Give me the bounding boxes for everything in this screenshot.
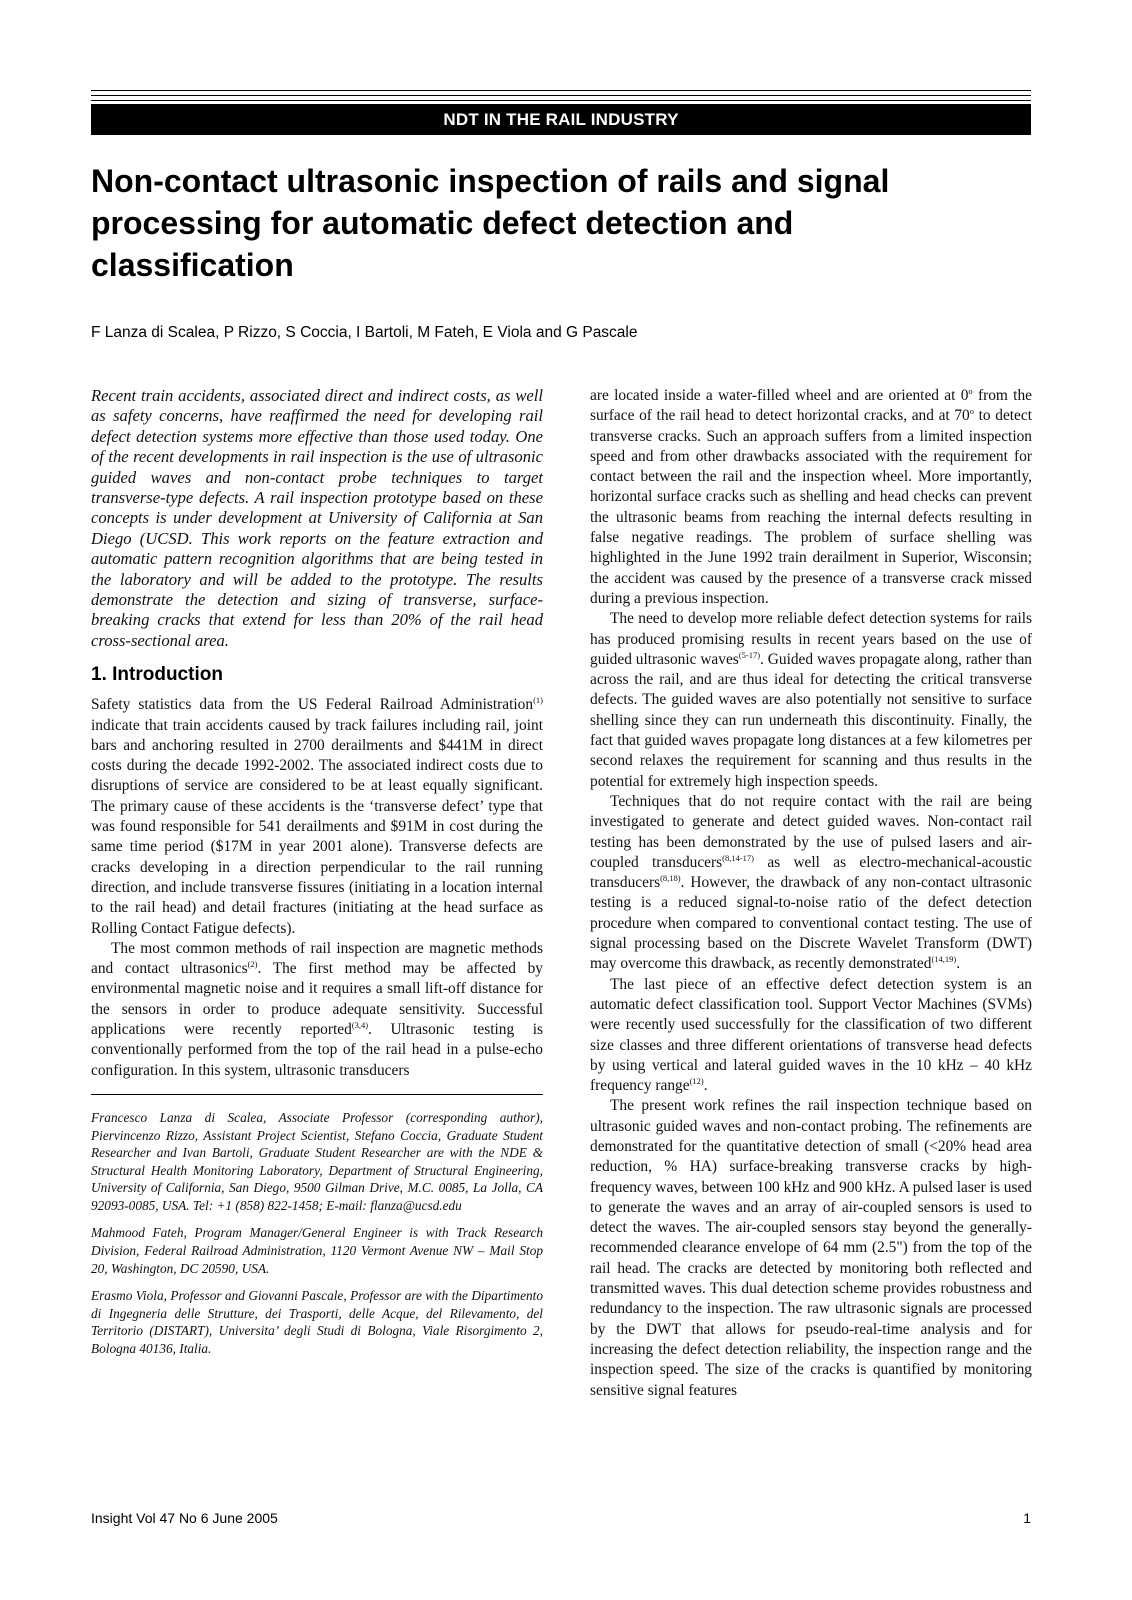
author-affiliation-footnote: Mahmood Fateh, Program Manager/General Engineer is with Track Research Division, Federal Railroad Administration, 1120 Vermont Avenue NW – Mail Stop 20, Washington, DC 20590, USA. (91, 1225, 543, 1276)
degree-mark: o (969, 406, 974, 417)
citation-ref: (8,14-17) (722, 852, 754, 863)
body-paragraph (590, 975, 1032, 1097)
text-run: . However, the drawback of any non-contact ultrasonic testing is a reduced signal-to-noise ratio of the defect detection procedure when compared to conventional contact testing. The use of signal processing based on the Discrete Wavelet Transform (DWT) may overcome this drawback, as recently demonstrated (590, 874, 1032, 973)
author-list: F Lanza di Scalea, P Rizzo, S Coccia, I Bartoli, M Fateh, E Viola and G Pascale (91, 324, 638, 341)
text-run: as well as electro-mechanical-acoustic transducers (590, 853, 1033, 892)
text-run: The need to develop more reliable defect detection systems for rails has produced promising results in recent years based on the use of guided ultrasonic waves (590, 610, 1032, 668)
author-affiliation-footnote: Erasmo Viola, Professor and Giovanni Pascale, Professor are with the Dipartimento di Ingegneria delle Strutture, dei Trasporti, delle Acque, del Rilevamento, del Territorio (DISTART), Universita’ degli Studi di Bologna, Viale Risorgimento 2, Bologna 40136, Italia. (91, 1288, 543, 1357)
citation-ref: (5-17) (738, 649, 761, 660)
page-number: 1 (1023, 1510, 1031, 1526)
citation-ref: (14,19) (931, 954, 957, 965)
text-run: indicate that train accidents caused by track failures including rail, joint bars and anchoring resulted in 2700 derailments and $441M in direct costs during the decade 1992-2002. The associated indirect costs due to disruptions of service are considered to be at least equally significant. The primary cause of these accidents is the ‘transverse defect’ type that was found responsible for 541 derailments and $91M in cost during the same time period ($17M in year 2001 alone). Transverse defects are cracks developing in a direction perpendicular to the rail running direction, and include transverse fissures (initiating in a location internal to the rail head) and detail fractures (initiating at the head surface as Rolling Contact Fatigue defects). (91, 716, 543, 937)
citation-ref: (1) (533, 695, 543, 706)
degree-mark: o (968, 386, 973, 396)
body-paragraph: The present work refines the rail inspection technique based on ultrasonic guided waves and non-contact probing. The refinements are demonstrated for the quantitative detection of small (<20% head area reduction, % HA) surface-breaking transverse cracks by high-frequency waves, between 100 kHz and 900 kHz. A pulsed laser is used to generate the waves and an array of air-coupled sensors is used to detect the waves. The air-coupled sensors stay beyond the generally-recommended clearance envelope of 64 mm (2.5") from the top of the rail head. The cracks are detected by monitoring both reflected and transmitted waves. This dual detection scheme provides robustness and redundancy to the inspection. The raw ultrasonic signals are processed by the DWT that allows for pseudo-real-time analysis and for increasing the defect detection reliability, the inspection range and the inspection speed. The size of the cracks is quantified by monitoring sensitive signal features (590, 1097, 1032, 1399)
citation-ref: (3,4) (351, 1020, 369, 1031)
header-rule-top (91, 90, 1031, 91)
text-run: . Ultrasonic testing is conventionally performed from the top of the rail head in a pulse-echo configuration. In this system, ultrasonic transducers (91, 1021, 544, 1079)
journal-citation: Insight Vol 47 No 6 June 2005 (91, 1510, 278, 1526)
text-run: Techniques that do not require contact with the rail are being investigated to generate and detect guided waves. Non-contact rail testing has been demonstrated by the use of pulsed lasers and air-coupled transducers (590, 792, 1032, 871)
text-run: are located inside a water-filled wheel and are oriented at 0 (590, 387, 969, 404)
text-run: The most common methods of rail inspection are magnetic methods and contact ultrasonics (91, 939, 543, 978)
citation-ref: (8,18) (660, 873, 681, 884)
header-rule-bottom (91, 100, 1031, 101)
body-paragraph (590, 609, 1032, 792)
citation-ref: (12) (689, 1076, 704, 1087)
abstract: Recent train accidents, associated direct and indirect costs, as well as safety concerns, have reaffirmed the need for developing rail defect detection systems more effective than those used today. One of the recent developments in rail inspection is the use of ultrasonic guided waves and non-contact probe techniques to target transverse-type defects. A rail inspection prototype based on these concepts is under development at University of California at San Diego (UCSD. This work reports on the feature extraction and automatic pattern recognition algorithms that are being tested in the laboratory and will be added to the prototype. The results demonstrate the detection and sizing of transverse, surface-breaking cracks that extend for less than 20% of the rail head cross-sectional area. (91, 386, 543, 650)
text-run: . The first method may be affected by environmental magnetic noise and it requires a small lift-off distance for the sensors in order to produce adequate sensitivity. Successful applications were recently reported (91, 960, 543, 1039)
text-run: . (703, 1077, 708, 1095)
intro-paragraph-1 (91, 695, 543, 939)
author-affiliation-footnote: Francesco Lanza di Scalea, Associate Professor (corresponding author), Piervincenzo Rizzo, Assistant Project Scientist, Stefano Coccia, Graduate Student Researcher and Ivan Bartoli, Graduate Student Researcher are with the NDE & Structural Health Monitoring Laboratory, Department of Structural Engineering, University of California, San Diego, 9500 Gilman Drive, M.C. 0085, La Jolla, CA 92093-0085, USA. Tel: +1 (858) 822-1458; E-mail: flanza@ucsd.edu (91, 1109, 543, 1213)
intro-paragraph-2 (91, 939, 543, 1081)
body-paragraph (590, 386, 1032, 609)
footnote-divider (91, 1094, 543, 1095)
citation-ref: (2) (247, 959, 258, 970)
section-banner: NDT IN THE RAIL INDUSTRY (91, 104, 1031, 135)
text-run: from the surface of the rail head to detect horizontal cracks, and at 70 (590, 387, 1032, 425)
text-run: Safety statistics data from the US Federal Railroad Administration (91, 696, 534, 714)
header-rule-middle (91, 95, 1031, 96)
section-heading-introduction: 1. Introduction (91, 664, 223, 686)
body-paragraph (590, 792, 1032, 975)
article-title: Non-contact ultrasonic inspection of rails and signal processing for automatic defect detection and classification (91, 163, 890, 283)
text-run: . (956, 955, 961, 973)
text-run: The last piece of an effective defect detection system is an automatic defect classification tool. Support Vector Machines (SVMs) were recently used successfully for the classification of two different size classes and three different orientations of transverse head defects by using vertical and lateral guided waves in the 10 kHz – 40 kHz frequency range (590, 975, 1032, 1095)
text-run: to detect transverse cracks. Such an approach suffers from a limited inspection speed and from other drawbacks associated with the requirement for contact between the rail and the inspection wheel. More importantly, horizontal surface cracks such as shelling and head checks can prevent the ultrasonic beams from reaching the internal defects resulting in false negative readings. The problem of surface shelling was highlighted in the June 1992 train derailment in Superior, Wisconsin; the accident was caused by the presence of a transverse crack missed during a previous inspection. (590, 407, 1032, 607)
right-column (590, 386, 1032, 1401)
left-column (91, 386, 543, 1368)
text-run: . Guided waves propagate along, rather than across the rail, and are thus ideal for detecting the critical transverse defects. The guided waves are also potentially not sensitive to surface shelling since they can run underneath this discontinuity. Finally, the fact that guided waves propagate long distances at a few kilometres per second relaxes the requirement for scanning and thus results in the potential for extremely high inspection speeds. (590, 650, 1032, 790)
